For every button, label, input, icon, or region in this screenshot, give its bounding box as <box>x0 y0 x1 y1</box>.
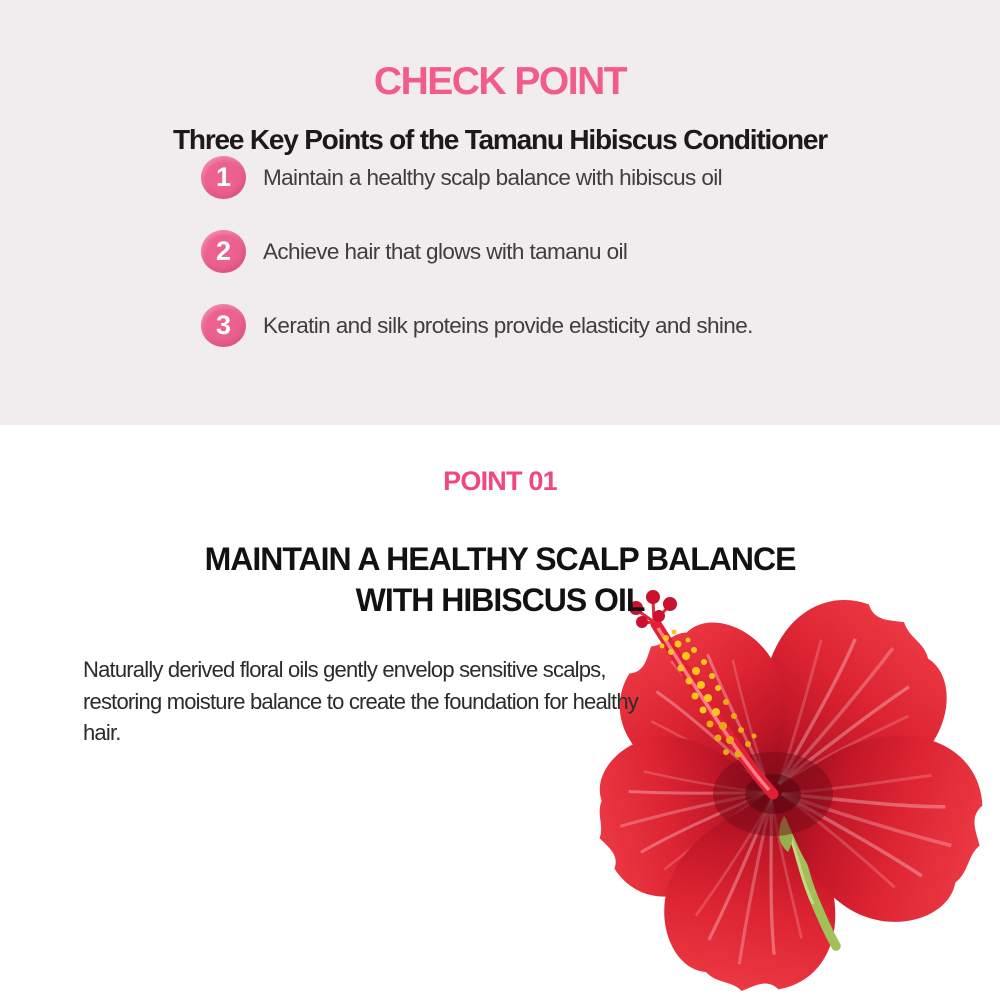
point-01-label: POINT 01 <box>443 466 557 496</box>
key-points-list <box>201 156 753 378</box>
hibiscus-flower-svg <box>538 586 1000 1000</box>
point-01-heading <box>0 539 1000 621</box>
point-01-heading-line1: MAINTAIN A HEALTHY SCALP BALANCE <box>204 540 796 577</box>
check-point-subtitle: Three Key Points of the Tamanu Hibiscus Conditioner <box>173 124 827 156</box>
key-point-row-3 <box>201 304 753 347</box>
key-point-text-1: Maintain a healthy scalp balance with hibiscus oil <box>263 164 723 190</box>
point-number-badge-3: 3 <box>201 304 246 347</box>
point-01-heading-line2: WITH HIBISCUS OIL <box>355 581 645 618</box>
point-01-section <box>0 425 1000 1000</box>
check-point-section <box>0 0 1000 425</box>
hibiscus-flower-image <box>538 586 1000 1000</box>
key-point-text-2: Achieve hair that glows with tamanu oil <box>263 238 628 264</box>
check-point-title: CHECK POINT <box>373 60 627 104</box>
key-point-text-3: Keratin and silk proteins provide elasticity and shine. <box>263 312 753 338</box>
point-01-body-text: Naturally derived floral oils gently envelop sensitive scalps, restoring moisture balance to create the foundation for healthy hair. <box>83 657 638 745</box>
point-number-badge-1: 1 <box>201 156 246 199</box>
key-point-row-1 <box>201 156 753 199</box>
point-number-badge-2: 2 <box>201 230 246 273</box>
key-point-row-2 <box>201 230 753 273</box>
